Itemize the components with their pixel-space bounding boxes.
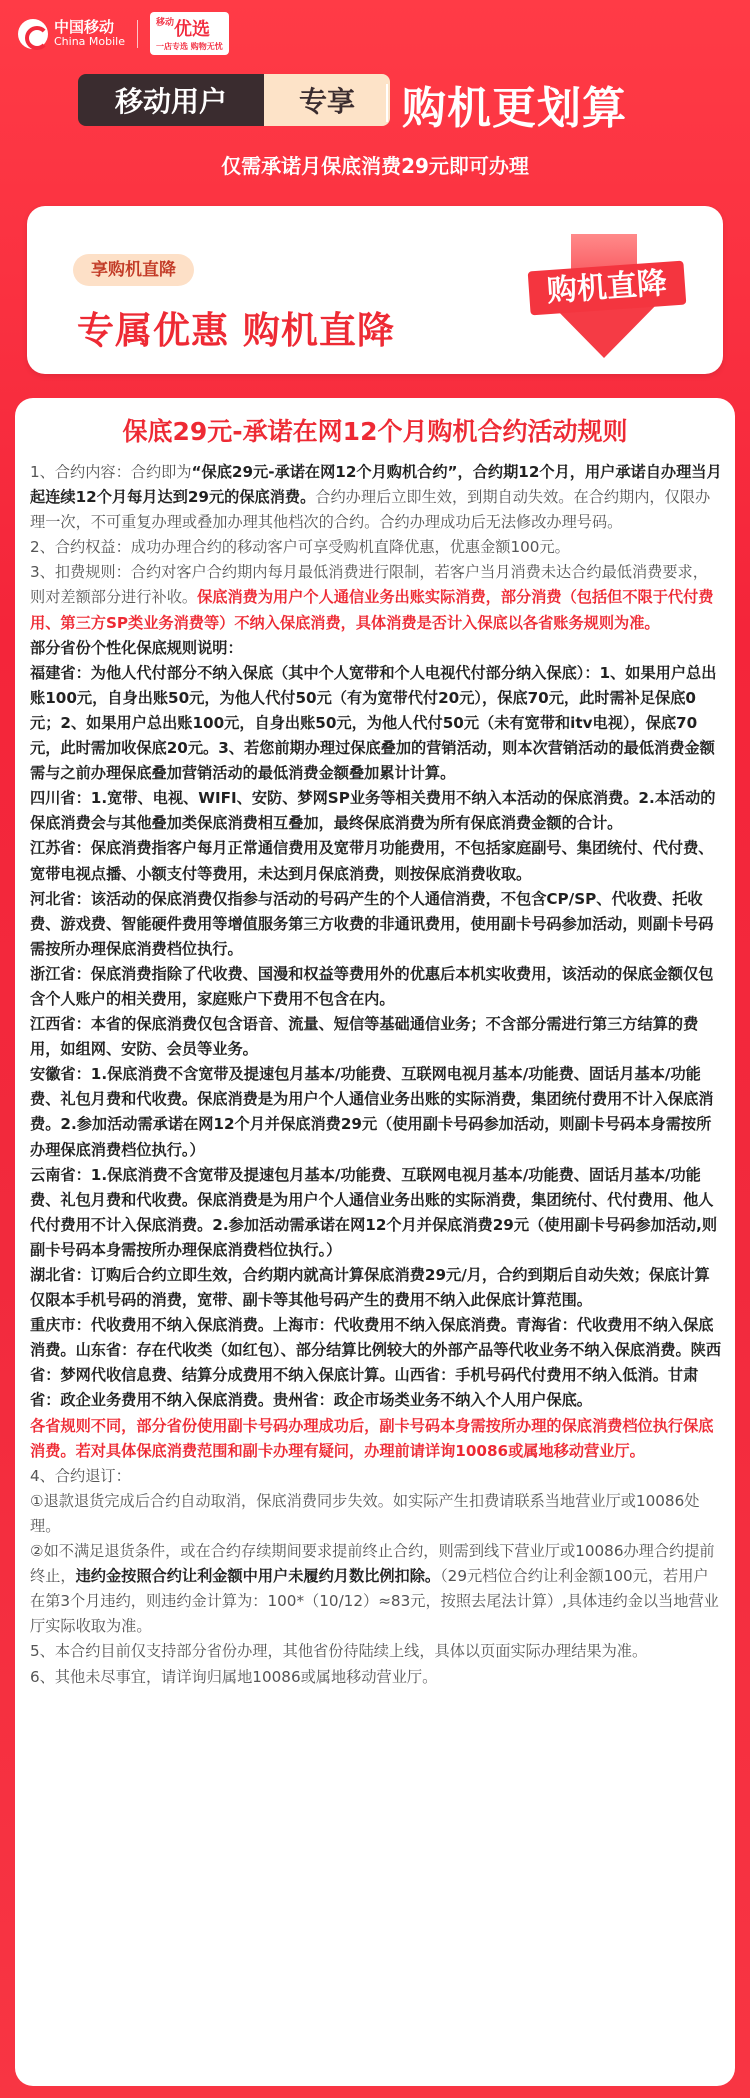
rule-unsubscribe-2: ②如不满足退货条件，或在合约存续期间要求提前终止合约，则需到线下营业厅或10086办理合约提前终止，违约金按照合约让利金额中用户未履约月数比例扣除。（29元档位合约让利金额100元，若用户在第3个月违约，则违约金计算为：100*（10/12）≈83元，按照去尾法计算）,具体违约金以当地营业厅实际收取为准。: [30, 1542, 719, 1636]
brand-divider: [137, 20, 138, 48]
user-tag-right: 专享: [264, 74, 390, 126]
rule-deduction: 3、扣费规则：合约对客户合约期内每月最低消费进行限制，若客户当月消费未达合约最低消费要求，则对差额部分进行补收。保底消费为用户个人通信业务出账实际消费，部分消费（包括但不限于代付费用、第三方SP类业务消费等）不纳入保底消费，具体消费是否计入保底以各省账务规则为准。: [30, 563, 714, 632]
rule-hubei: 湖北省：订购后合约立即生效，合约期内就高计算保底消费29元/月，合约到期后自动失效；保底计算仅限本手机号码的消费，宽带、副卡等其他号码产生的费用不纳入此保底计算范围。: [30, 1266, 710, 1310]
rules-body: [30, 460, 722, 1690]
price-drop-badge: [517, 234, 697, 364]
user-tag: [78, 74, 390, 126]
youxuan-logo: [150, 12, 229, 55]
rule-notice: 各省规则不同，部分省份使用副卡号码办理成功后，副卡号码本身需按所办理的保底消费档位执行保底消费。若对具体保底消费范围和副卡办理有疑问，办理前请详询10086或属地移动营业厅。: [30, 1416, 714, 1460]
user-tag-left: 移动用户: [78, 74, 264, 126]
youxuan-small: 移动: [156, 18, 175, 28]
youxuan-slogan: 一店专选 购物无忧: [156, 42, 223, 51]
rule-contract-benefit: 2、合约权益：成功办理合约的移动客户可享受购机直降优惠，优惠金额100元。: [30, 538, 570, 557]
header-divider: [386, 84, 388, 122]
header: [0, 66, 750, 136]
rule-unsubscribe-heading: 4、合约退订：: [30, 1466, 131, 1485]
china-mobile-logo: [18, 12, 229, 55]
rule-sichuan: 四川省：1.宽带、电视、WIFI、安防、梦网SP业务等相关费用不纳入本活动的保底消费。2.本活动的保底消费会与其他叠加类保底消费相互叠加，最终保底消费为所有保底消费金额的合计。: [30, 789, 716, 833]
price-drop-badge-label: 购机直降: [528, 261, 687, 316]
brand-en-name: China Mobile: [54, 34, 126, 48]
rule-contract-content: 1、合约内容：合约即为“保底29元-承诺在网12个月购机合约”，合约期12个月，用户承诺自办理当月起连续12个月每月达到29元的保底消费。合约办理后立即生效，到期自动失效。在合约期内，仅限办理一次，不可重复办理或叠加办理其他档次的合约。合约办理成功后无法修改办理号码。: [30, 463, 722, 532]
rule-anhui: 安徽省：1.保底消费不含宽带及提速包月基本/功能费、互联网电视月基本/功能费、固话月基本/功能费、礼包月费和代收费。保底消费是为用户个人通信业务出账的实际消费，集团统付费用不计入保底消费。2.参加活动需承诺在网12个月并保底消费29元（使用副卡号码参加活动，则副卡号码本身需按所办理保底消费档位执行。）: [30, 1065, 714, 1159]
top-banner: [0, 0, 750, 60]
rule-yunnan: 云南省：1.保底消费不含宽带及提速包月基本/功能费、互联网电视月基本/功能费、固话月基本/功能费、礼包月费和代收费。保底消费是为用户个人通信业务出账的实际消费，集团统付、代付费用、他人代付费用不计入保底消费。2.参加活动需承诺在网12个月并保底消费29元（使用副卡号码参加活动,则副卡号码本身需按所办理保底消费档位执行。）: [30, 1165, 718, 1259]
youxuan-name: 优选: [174, 19, 211, 40]
china-mobile-logo-icon: [18, 19, 48, 49]
rule-other-matters: 6、其他未尽事宜，请详询归属地10086或属地移动营业厅。: [30, 1667, 438, 1686]
rule-unsubscribe-1: ①退款退货完成后合约自动取消，保底消费同步失效。如实际产生扣费请联系当地营业厅或10086处理。: [30, 1491, 700, 1535]
rule-availability: 5、本合约目前仅支持部分省份办理，其他省份待陆续上线，具体以页面实际办理结果为准。: [30, 1642, 648, 1661]
rule-other-provinces: 重庆市：代收费用不纳入保底消费。上海市：代收费用不纳入保底消费。青海省：代收费用不纳入保底消费。山东省：存在代收类（如红包）、部分结算比例较大的外部产品等代收业务不纳入保底消费。陕西省：梦网代收信息费、结算分成费用不纳入保底计算。山西省：手机号码代付费用不纳入低消。甘肃省：政企业务费用不纳入保底消费。贵州省：政企市场类业务不纳入个人用户保底。: [30, 1316, 722, 1410]
brand-cn-name: 中国移动: [54, 17, 115, 36]
promo-card: [27, 206, 723, 374]
rules-card: [15, 398, 735, 2086]
rule-hebei: 河北省：该活动的保底消费仅指参与活动的号码产生的个人通信消费，不包含CP/SP、代收费、托收费、游戏费、智能硬件费用等增值服务第三方收费的非通讯费用，使用副卡号码参加活动，则副卡号码需按所办理保底消费档位执行。: [30, 889, 714, 958]
promo-tag: 享购机直降: [73, 254, 194, 286]
rule-fujian: 福建省：为他人代付部分不纳入保底（其中个人宽带和个人电视代付部分纳入保底）：1、如果用户总出账100元，自身出账50元，为他人代付50元（有为宽带代付20元），保底70元，此时需补足保底0元；2、如果用户总出账100元，自身出账50元，为他人代付50元（未有宽带和itv电视），保底70元，此时需加收保底20元。3、若您前期办理过保底叠加的营销活动，则本次营销活动的最低消费金额需与之前办理保底叠加营销活动的最低消费金额叠加累计计算。: [30, 663, 717, 783]
rules-title: 保底29元-承诺在网12个月购机合约活动规则: [122, 417, 628, 446]
province-rules-heading: 部分省份个性化保底规则说明：: [30, 638, 243, 657]
rule-jiangxi: 江西省：本省的保底消费仅包含语音、流量、短信等基础通信业务；不含部分需进行第三方结算的费用，如组网、安防、会员等业务。: [30, 1015, 699, 1059]
promo-title: 专属优惠 购机直降: [77, 309, 395, 352]
rule-jiangsu: 江苏省：保底消费指客户每月正常通信费用及宽带月功能费用，不包括家庭副号、集团统付、代付费、宽带电视点播、小额支付等费用，未达到月保底消费，则按保底消费收取。: [30, 839, 714, 883]
page-title: 购机更划算: [402, 83, 627, 134]
page-subtitle: 仅需承诺月保底消费29元即可办理: [221, 154, 529, 178]
rule-zhejiang: 浙江省：保底消费指除了代收费、国漫和权益等费用外的优惠后本机实收费用，该活动的保底金额仅包含个人账户的相关费用，家庭账户下费用不包含在内。: [30, 964, 714, 1008]
